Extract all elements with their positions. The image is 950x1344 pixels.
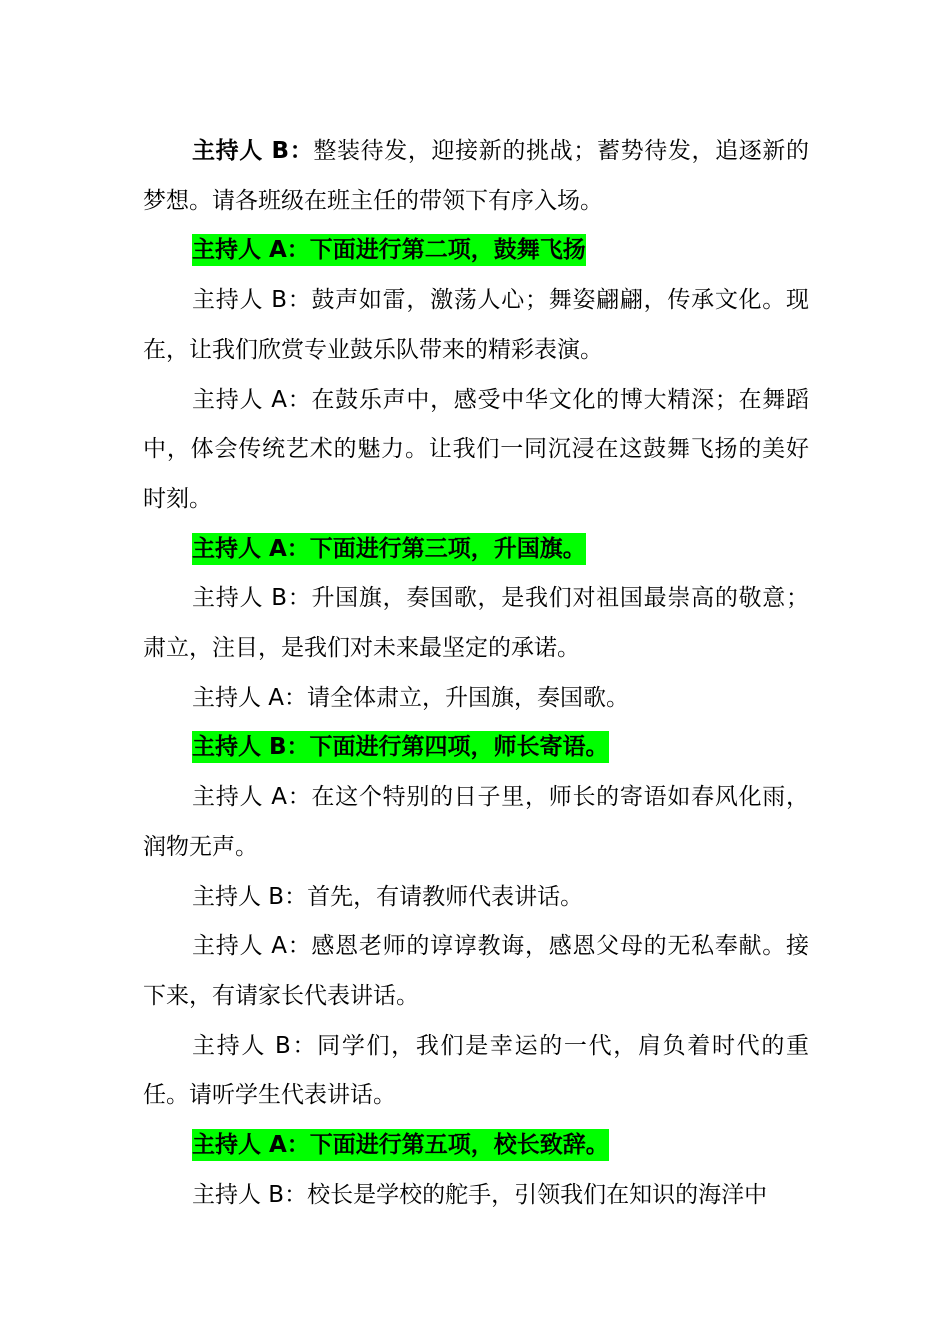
section-heading — [143, 226, 809, 276]
speech-paragraph — [143, 922, 809, 1021]
speaker-label: 主持人 B： — [192, 585, 312, 612]
speech-text: 请全体肃立，升国旗，奏国歌。 — [307, 684, 630, 711]
speech-text: 在鼓乐声中，感受中华文化的博大精深；在舞蹈中，体会传统艺术的魅力。让我们一同沉浸在这鼓舞飞扬的美好时刻。 — [143, 386, 810, 512]
speech-paragraph — [143, 1171, 809, 1221]
speech-text: 在这个特别的日子里，师长的寄语如春风化雨，润物无声。 — [143, 784, 810, 860]
speech-paragraph — [143, 873, 809, 923]
section-heading — [143, 1121, 809, 1171]
speech-paragraph — [143, 574, 809, 673]
speech-paragraph — [143, 1022, 809, 1121]
highlighted-heading-text: 主持人 B：下面进行第四项，师长寄语。 — [192, 731, 609, 763]
speech-paragraph — [143, 276, 809, 375]
speaker-label: 主持人 A： — [192, 933, 312, 960]
speaker-label: 主持人 A： — [192, 386, 312, 413]
highlighted-heading-text: 主持人 A：下面进行第三项，升国旗。 — [192, 533, 586, 565]
highlighted-heading-text: 主持人 A：下面进行第二项，鼓舞飞扬 — [192, 234, 586, 266]
speech-text: 首先，有请教师代表讲话。 — [307, 883, 584, 910]
speech-paragraph — [143, 376, 809, 525]
speaker-label: 主持人 A： — [192, 784, 312, 811]
speech-text: 升国旗，奏国歌，是我们对祖国最崇高的敬意；肃立，注目，是我们对未来最坚定的承诺。 — [143, 585, 809, 662]
document-body — [143, 127, 809, 1220]
speech-paragraph — [143, 674, 809, 724]
speaker-label: 主持人 B： — [192, 1032, 318, 1059]
speech-text: 校长是学校的舵手，引领我们在知识的海洋中 — [307, 1181, 768, 1208]
speaker-label: 主持人 B： — [192, 138, 314, 164]
section-heading — [143, 525, 809, 575]
speaker-label: 主持人 B： — [192, 883, 308, 910]
speech-text: 整装待发，迎接新的挑战；蓄势待发，追逐新的梦想。请各班级在班主任的带领下有序入场。 — [143, 138, 809, 214]
speech-text: 感恩老师的谆谆教诲，感恩父母的无私奉献。接下来，有请家长代表讲话。 — [143, 933, 810, 1009]
speaker-label: 主持人 B： — [192, 287, 312, 314]
highlighted-heading-text: 主持人 A：下面进行第五项，校长致辞。 — [192, 1129, 609, 1161]
section-heading — [143, 723, 809, 773]
speech-text: 同学们，我们是幸运的一代，肩负着时代的重任。请听学生代表讲话。 — [143, 1032, 810, 1109]
speaker-label: 主持人 B： — [192, 1181, 308, 1208]
speech-text: 鼓声如雷，激荡人心；舞姿翩翩，传承文化。现在，让我们欣赏专业鼓乐队带来的精彩表演。 — [143, 287, 809, 363]
speech-paragraph — [143, 773, 809, 872]
speech-paragraph — [143, 127, 809, 226]
speaker-label: 主持人 A： — [192, 684, 308, 711]
